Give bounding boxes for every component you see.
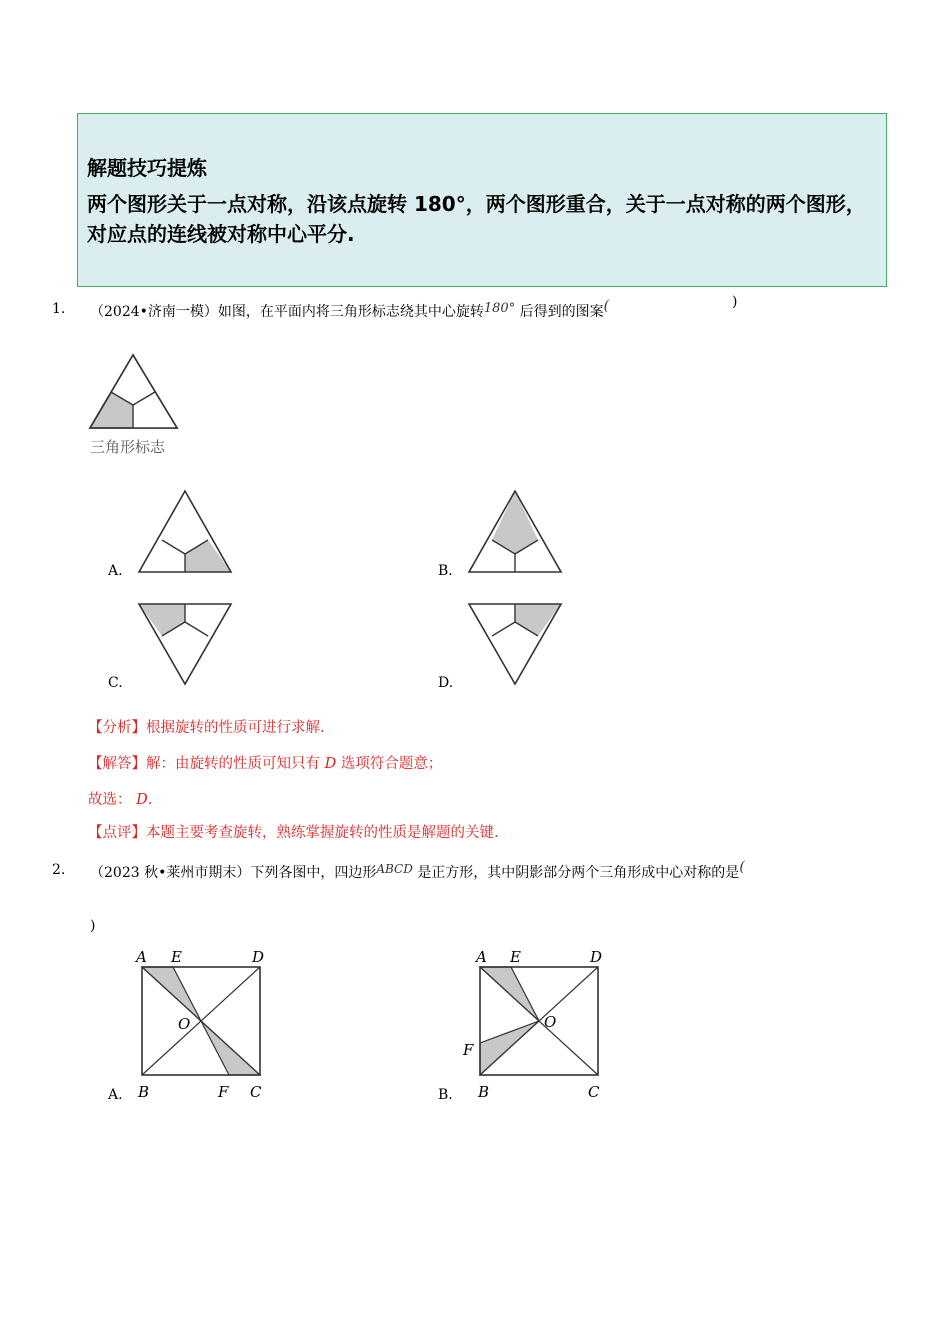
q1-text-after: 后得到的图案: [519, 304, 604, 320]
q1-choose-math: D: [136, 792, 148, 808]
q2-option-a-figure[interactable]: [130, 945, 275, 1105]
q2-number: 2.: [52, 862, 66, 878]
logo-caption: 三角形标志: [90, 438, 166, 456]
q1-choose-label: 故选：: [88, 792, 132, 808]
q1-option-c-figure[interactable]: [135, 600, 235, 688]
option-a-shade: [185, 540, 231, 572]
q2a-label-e: E: [171, 948, 182, 966]
q2a-label-d: D: [252, 948, 265, 966]
tip-box: [77, 113, 887, 287]
q2a-label-o: O: [178, 1015, 191, 1033]
q2a-label-f: F: [218, 1083, 229, 1101]
q2b-label-f: F: [463, 1041, 474, 1059]
q1-question: [90, 298, 610, 321]
q1-choose-end: .: [147, 792, 153, 808]
q1-option-d-figure[interactable]: [465, 600, 565, 688]
q2b-label-b: B: [478, 1083, 490, 1101]
q2-text-after: 是正方形，其中阴影部分两个三角形成中心对称的是: [417, 865, 740, 881]
q1-option-b-figure[interactable]: [465, 488, 565, 576]
option-d-shade: [515, 604, 561, 636]
tip-title: 解题技巧提炼: [87, 156, 207, 180]
q2-text-before: （2023 秋•莱州市期末）下列各图中，四边形: [90, 865, 377, 881]
q1-paren-open: (: [603, 298, 610, 314]
q1-comment: 【点评】本题主要考查旋转，熟练掌握旋转的性质是解题的关键.: [88, 825, 499, 841]
q1-answer-math: D: [324, 756, 337, 772]
q2-paren-open: (: [739, 859, 745, 875]
q2a-label-b: B: [138, 1083, 150, 1101]
q1-option-b-label[interactable]: B.: [438, 563, 453, 579]
q1-option-c-label[interactable]: C.: [108, 675, 123, 691]
q1-option-d-label[interactable]: D.: [438, 675, 454, 691]
tip-body: 两个图形关于一点对称，沿该点旋转 180°，两个图形重合，关于一点对称的两个图形，对应点的连线被对称中心平分.: [87, 192, 866, 246]
q1-angle: 180°: [483, 301, 516, 316]
q2-option-a-label[interactable]: A.: [108, 1087, 123, 1103]
q2-question: [90, 859, 745, 882]
q2b-label-e: E: [510, 948, 521, 966]
option-c-shade: [139, 604, 185, 636]
q1-number: 1.: [52, 301, 66, 317]
q2-abcd: ABCD: [376, 862, 413, 876]
q2b-label-o: O: [544, 1013, 557, 1031]
q1-analysis: 【分析】根据旋转的性质可进行求解.: [88, 720, 325, 736]
q2a-label-c: C: [250, 1083, 262, 1101]
q1-text-before: （2024•济南一模）如图，在平面内将三角形标志绕其中心旋转: [90, 304, 484, 320]
q2a-label-a: A: [136, 948, 147, 966]
q2-option-b-label[interactable]: B.: [438, 1087, 453, 1103]
q1-option-a-label[interactable]: A.: [108, 563, 123, 579]
q2-option-b-figure[interactable]: [460, 945, 610, 1105]
q1-answer-prefix: 【解答】解：由旋转的性质可知只有: [88, 756, 320, 772]
q2b-label-d: D: [590, 948, 603, 966]
q2b-label-a: A: [476, 948, 487, 966]
q1-option-a-figure[interactable]: [135, 488, 235, 576]
q2b-label-c: C: [588, 1083, 600, 1101]
q1-paren-close: ): [732, 294, 738, 310]
triangle-logo-figure: [85, 350, 185, 460]
q1-answer: [88, 752, 442, 773]
q1-answer-suffix: 选项符合题意；: [340, 756, 443, 772]
q1-choose: [88, 788, 152, 809]
q2-paren-close: ): [90, 918, 96, 934]
